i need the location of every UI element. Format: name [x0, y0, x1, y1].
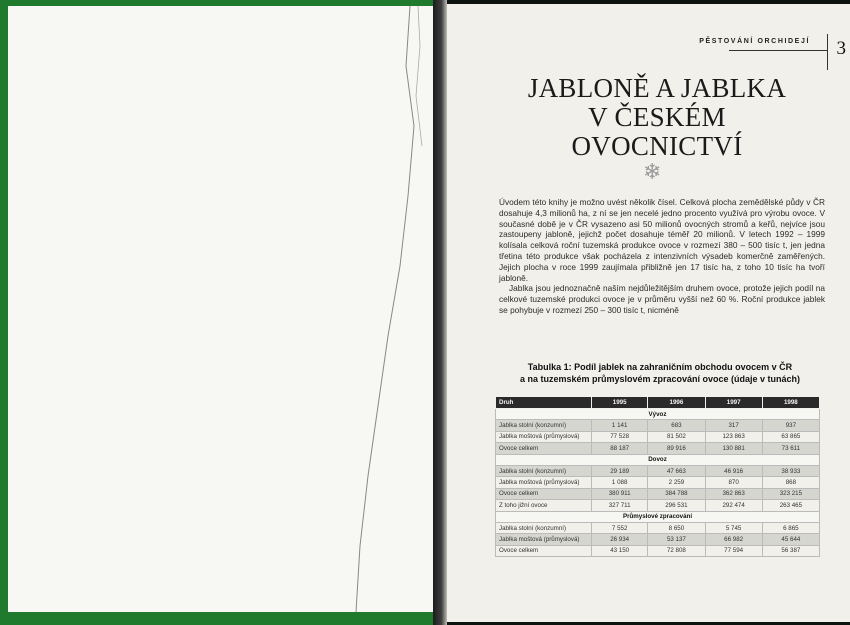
table-cell: 384 788: [648, 488, 705, 499]
table-row: [496, 431, 820, 442]
table-cell: 38 933: [762, 465, 819, 476]
row-label: Z toho jižní ovoce: [496, 500, 592, 511]
header-cell-1996: 1996: [648, 397, 705, 409]
table-row: [496, 465, 820, 476]
paragraph-1: Úvodem této knihy je možno uvést několik čísel. Celková plocha zemědělské půdy v ČR dosahuje 4,3 milionů ha, z ní se jen necelé jedno procento využívá pro výrobu ovoce. V současné době je v ČR vysazeno asi 50 milionů ovocných stromů a keřů, nejvíce jsou zastoupeny jabloně, jejichž počet dosahuje téměř 20 milionů. V letech 1992 – 1999 kolísala celková roční tuzemská produkce ovoce v rozmezí 380 – 500 tisíc t, jen jedna třetina této produkce však pocházela z intenzivních výsadeb komerčně zaměřených. Jejich plocha v roce 1999 zaujímala přibližně jen 17 tisíc ha, z toho 10 tisíc ha tvoří jabloně.: [499, 197, 825, 283]
snowflake-ornament-icon: ❄: [643, 159, 662, 184]
table-title: [495, 361, 825, 385]
table-cell: 868: [762, 477, 819, 488]
table-cell: 45 644: [762, 534, 819, 545]
section-label: Průmyslové zpracování: [496, 511, 820, 522]
header-cell-1998: 1998: [762, 397, 819, 409]
header-cell-druh: Druh: [496, 397, 592, 409]
row-label: Jablka moštová (průmyslová): [496, 534, 592, 545]
row-label: Jablka moštová (průmyslová): [496, 477, 592, 488]
table-cell: 317: [705, 420, 762, 431]
table-cell: 7 552: [592, 522, 648, 533]
table-cell: 130 881: [705, 443, 762, 454]
table-cell: 380 911: [592, 488, 648, 499]
table-cell: 870: [705, 477, 762, 488]
table-row: [496, 500, 820, 511]
table-cell: 2 259: [648, 477, 705, 488]
table-row: [496, 477, 820, 488]
table-cell: 683: [648, 420, 705, 431]
section-label: Dovoz: [496, 454, 820, 465]
paragraph-2: Jablka jsou jednoznačně naším nejdůležitějším druhem ovoce, protože jejich podíl na celkové tuzemské produkci ovoce je v průměru vyšší než 60 %. Roční produkce jablek se pohybuje v rozmezí 250 – 300 tisíc t, nicméně: [499, 283, 825, 315]
table-cell: 5 745: [705, 522, 762, 533]
section-row-vyvoz: [496, 409, 820, 420]
chapter-title: [507, 74, 807, 161]
table-header-row: [496, 397, 820, 409]
title-line-3: OVOCNICTVÍ: [571, 131, 743, 161]
table-cell: 362 863: [705, 488, 762, 499]
table-cell: 77 594: [705, 545, 762, 556]
table-cell: 263 465: [762, 500, 819, 511]
table-cell: 327 711: [592, 500, 648, 511]
title-line-2: V ČESKÉM: [588, 102, 726, 132]
row-label: Jablka stolní (konzumní): [496, 465, 592, 476]
table-cell: 72 808: [648, 545, 705, 556]
body-text: [499, 197, 825, 316]
running-header: PĚSTOVÁNÍ ORCHIDEJÍ: [699, 38, 810, 45]
table-row: [496, 420, 820, 431]
table-row: [496, 545, 820, 556]
header-vertical-rule: [827, 34, 828, 70]
table-cell: 77 528: [592, 431, 648, 442]
table-cell: 89 916: [648, 443, 705, 454]
table-cell: 53 137: [648, 534, 705, 545]
table-cell: 47 663: [648, 465, 705, 476]
title-line-1: JABLONĚ A JABLKA: [527, 73, 787, 103]
data-table: [495, 396, 820, 557]
table-cell: 26 934: [592, 534, 648, 545]
table-cell: 1 088: [592, 477, 648, 488]
section-row-dovoz: [496, 454, 820, 465]
table-cell: 292 474: [705, 500, 762, 511]
book-gutter: [433, 0, 447, 625]
header-cell-1997: 1997: [705, 397, 762, 409]
table-cell: 296 531: [648, 500, 705, 511]
table-cell: 81 502: [648, 431, 705, 442]
table-cell: 43 150: [592, 545, 648, 556]
table-row: [496, 534, 820, 545]
table-cell: 88 187: [592, 443, 648, 454]
section-label: Vývoz: [496, 409, 820, 420]
section-row-prumyslove-zpracovani: [496, 511, 820, 522]
row-label: Jablka moštová (průmyslová): [496, 431, 592, 442]
table-cell: 1 141: [592, 420, 648, 431]
table-cell: 123 863: [705, 431, 762, 442]
table-cell: 29 189: [592, 465, 648, 476]
table-row: [496, 522, 820, 533]
table-cell: 66 982: [705, 534, 762, 545]
table-cell: 8 650: [648, 522, 705, 533]
header-cell-1995: 1995: [592, 397, 648, 409]
table-cell: 73 611: [762, 443, 819, 454]
row-label: Jablka stolní (konzumní): [496, 420, 592, 431]
table-cell: 46 916: [705, 465, 762, 476]
table-cell: 63 865: [762, 431, 819, 442]
row-label: Ovoce celkem: [496, 443, 592, 454]
right-page: [447, 4, 850, 622]
row-label: Ovoce celkem: [496, 488, 592, 499]
header-rule: [729, 50, 828, 51]
page-number: 3: [836, 38, 846, 59]
table-cell: 56 387: [762, 545, 819, 556]
table-row: [496, 488, 820, 499]
table-title-line-1: Tabulka 1: Podíl jablek na zahraničním obchodu ovocem v ČR: [527, 362, 793, 372]
table-cell: 323 215: [762, 488, 819, 499]
table-row: [496, 443, 820, 454]
torn-paper-edge: [348, 6, 438, 612]
table-cell: 6 865: [762, 522, 819, 533]
row-label: Jablka stolní (konzumní): [496, 522, 592, 533]
table-title-line-2: a na tuzemském průmyslovém zpracování ovoce (údaje v tunách): [519, 374, 801, 384]
left-blank-page: [8, 6, 433, 612]
row-label: Ovoce celkem: [496, 545, 592, 556]
table-cell: 937: [762, 420, 819, 431]
